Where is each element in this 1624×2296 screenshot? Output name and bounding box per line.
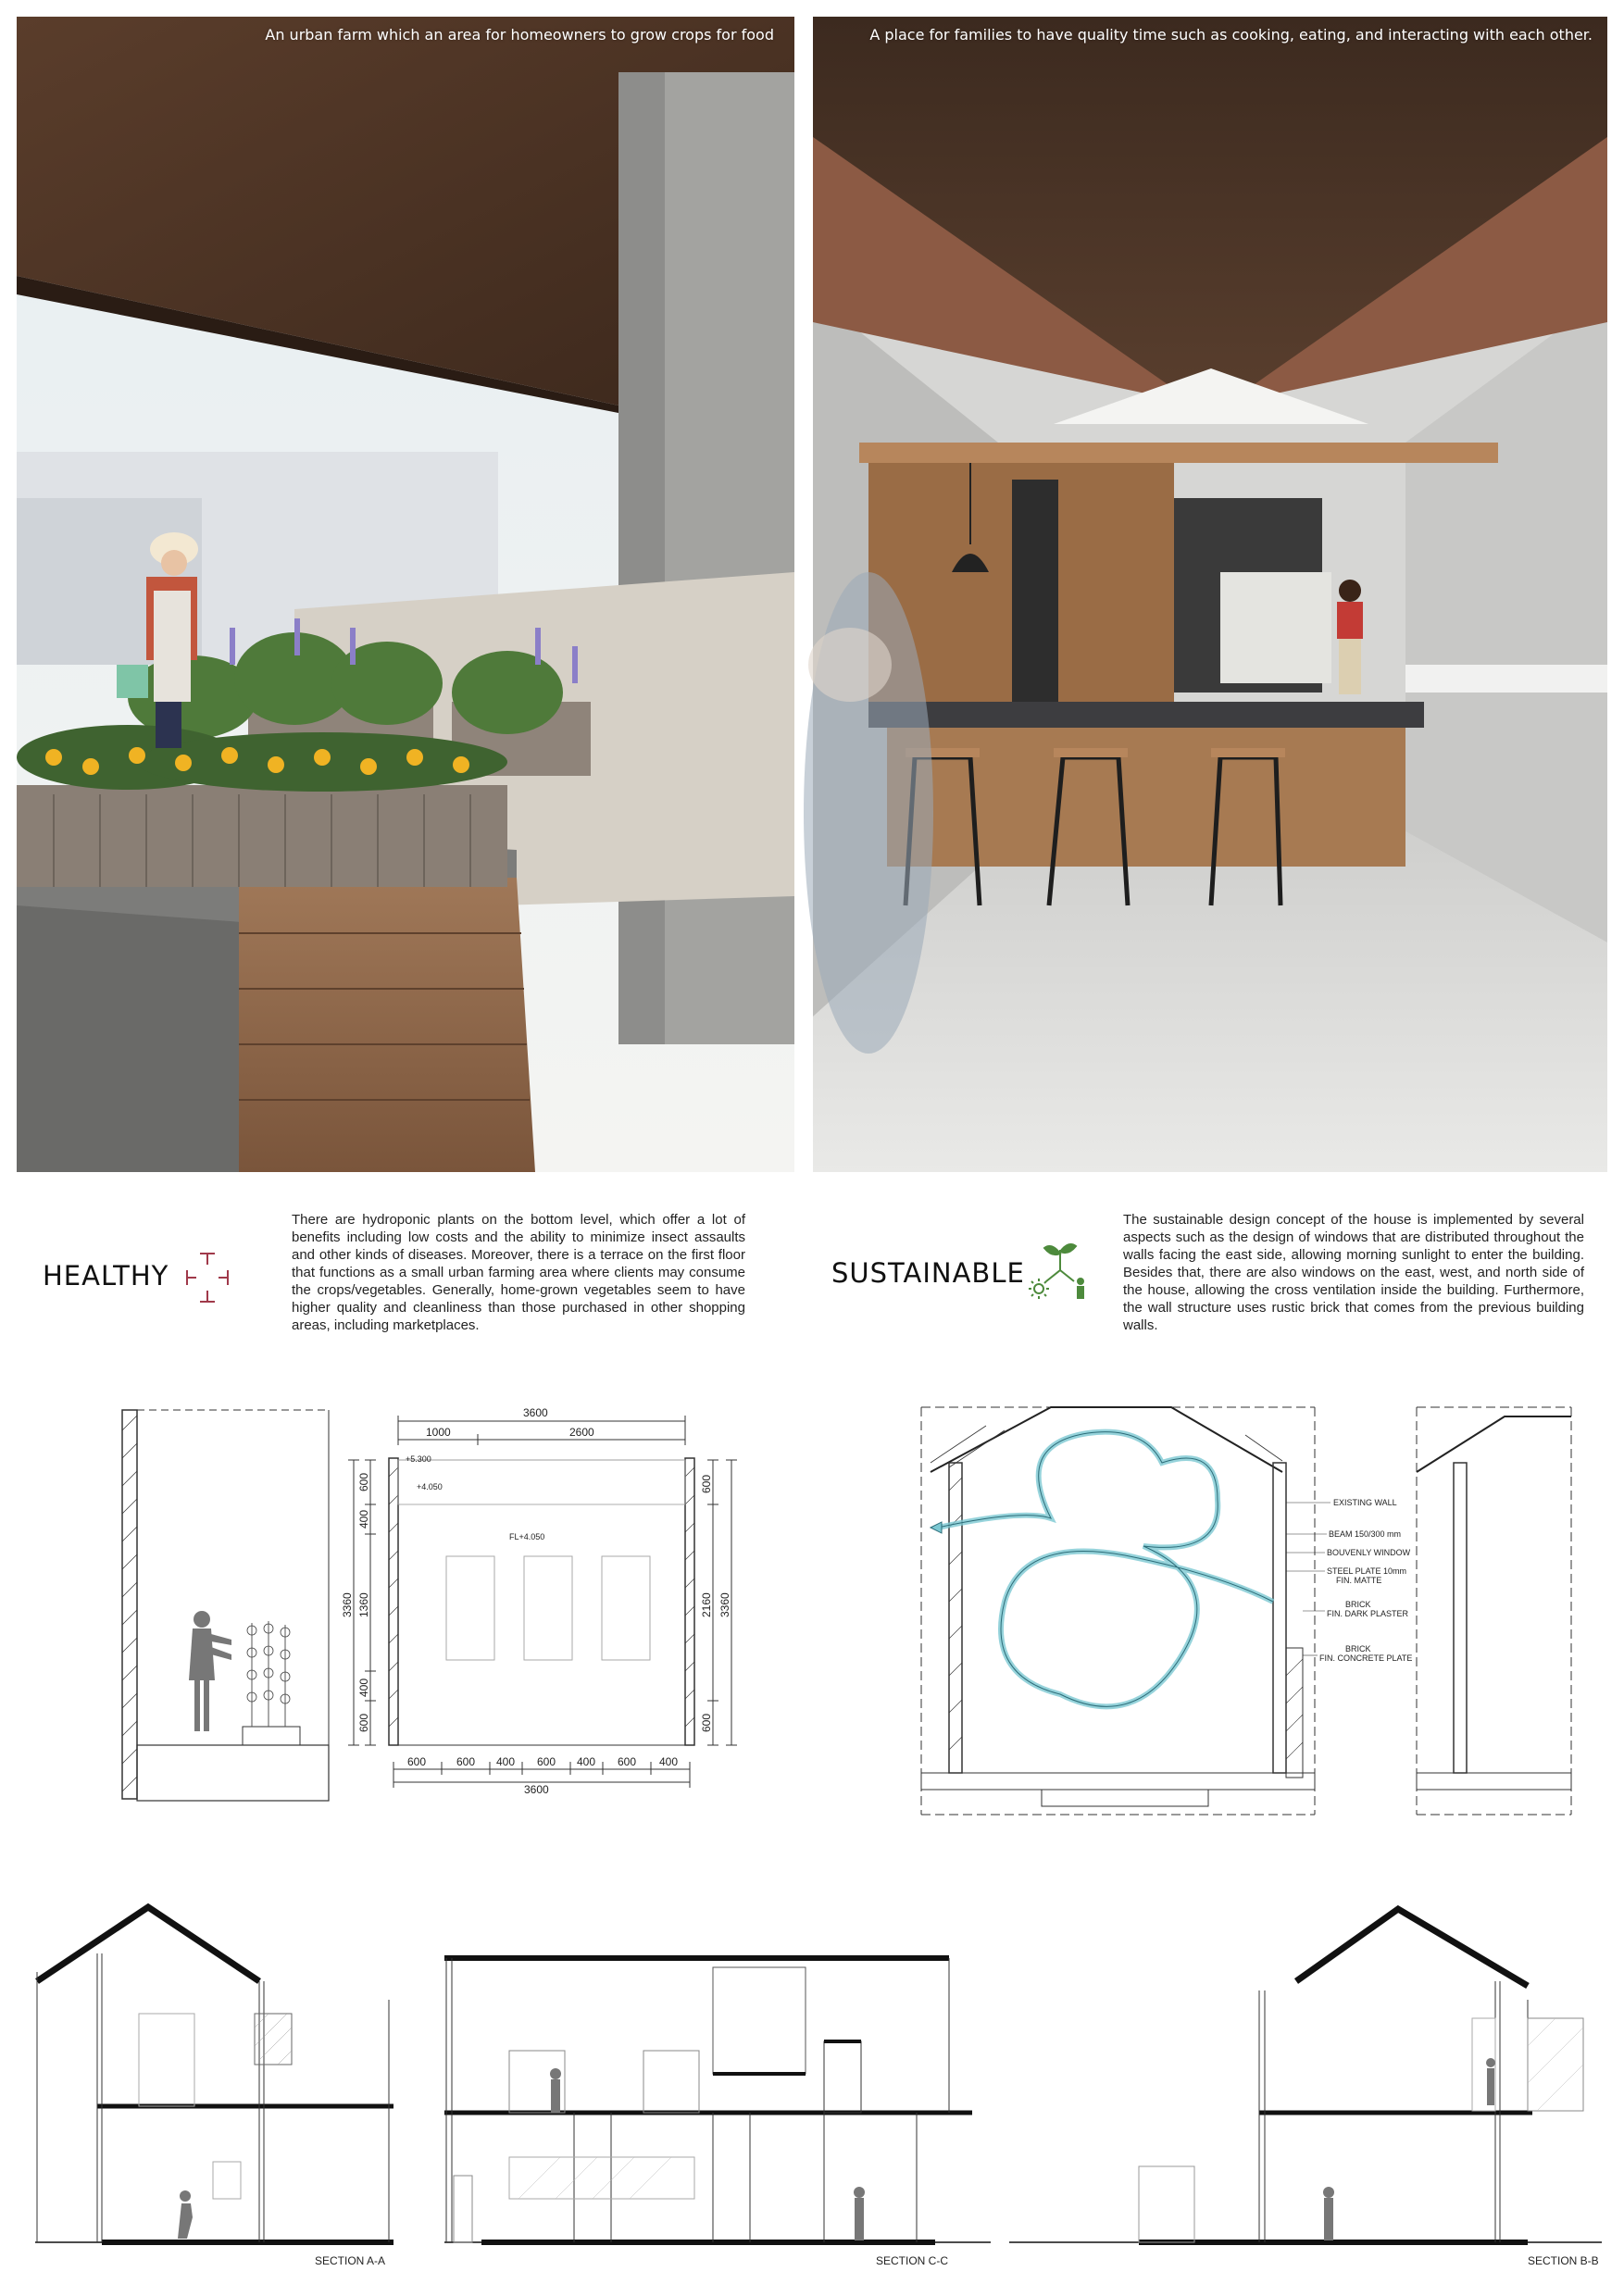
cross-icon xyxy=(183,1246,231,1309)
urban-farm-render xyxy=(17,17,794,1172)
sustainable-text: The sustainable design concept of the house is implemented by several aspects such as the design of windows that are distributed throughout the walls facing the east side, allowing morning sunlight to enter the building. Besides that, there are also windows on the east, west, and north side of the house, allowing the cross ventilation inside the building. Furthermore, the wall structure uses rustic brick that comes from the previous building walls. xyxy=(1123,1212,1584,1333)
vent-label-brick-1: BRICK xyxy=(1345,1600,1371,1609)
sustainable-title: SUSTAINABLE xyxy=(831,1257,1025,1289)
section-b-b-label: SECTION B-B xyxy=(1528,2254,1599,2267)
ventilation-svg xyxy=(912,1398,1579,1824)
dim-right-total: 3360 xyxy=(718,1592,731,1617)
vent-label-brick-2: BRICK xyxy=(1345,1644,1371,1653)
section-b-b-drawing xyxy=(1009,1898,1611,2277)
farm-caption: An urban farm which an area for homeowners to grow crops for food xyxy=(265,26,774,44)
dim-bottom-7: 400 xyxy=(659,1755,679,1768)
dim-left-5: 600 xyxy=(357,1713,370,1732)
kitchen-render xyxy=(813,17,1607,1172)
dim-left-1: 600 xyxy=(357,1472,370,1491)
dim-bottom-3: 400 xyxy=(496,1755,516,1768)
elevation-dimension-drawing xyxy=(343,1403,741,1810)
vent-label-bouvenly: BOUVENLY WINDOW xyxy=(1327,1548,1411,1557)
dim-right-2: 2160 xyxy=(700,1592,713,1617)
vent-label-beam: BEAM 150/300 mm xyxy=(1329,1529,1402,1539)
dim-bottom-1: 600 xyxy=(407,1755,427,1768)
vent-label-fin-concrete: FIN. CONCRETE PLATE xyxy=(1319,1653,1413,1663)
vent-label-existing-wall: EXISTING WALL xyxy=(1333,1498,1397,1507)
sprout-sun-person-icon xyxy=(1028,1233,1093,1307)
dim-left-2: 400 xyxy=(357,1509,370,1529)
hydroponic-section-drawing xyxy=(83,1403,343,1801)
dim-right-1: 600 xyxy=(700,1474,713,1493)
vent-label-fin-dark: FIN. DARK PLASTER xyxy=(1327,1609,1409,1618)
dim-right-3: 600 xyxy=(700,1713,713,1732)
vent-label-steel-plate: STEEL PLATE 10mm xyxy=(1327,1566,1407,1576)
dim-bottom-4: 600 xyxy=(537,1755,556,1768)
kitchen-caption: A place for families to have quality time such as cooking, eating, and interacting with each other. xyxy=(869,26,1593,44)
section-a-a-drawing xyxy=(28,1898,398,2277)
dim-bottom-2: 600 xyxy=(456,1755,476,1768)
section-a-a-label: SECTION A-A xyxy=(315,2254,386,2267)
dim-bottom-6: 600 xyxy=(618,1755,637,1768)
dim-bottom-5: 400 xyxy=(577,1755,596,1768)
level-label-roof: +5.300 xyxy=(406,1454,431,1464)
level-label-floor: +4.050 xyxy=(417,1482,443,1491)
dim-bottom-total: 3600 xyxy=(524,1783,549,1796)
dim-left-4: 400 xyxy=(357,1678,370,1697)
elevation-svg xyxy=(343,1403,741,1810)
dim-left-3: 1360 xyxy=(357,1592,370,1617)
section-a-a-svg xyxy=(28,1898,398,2277)
vent-label-fin-matte: FIN. MATTE xyxy=(1336,1576,1382,1585)
healthy-title: HEALTHY xyxy=(43,1260,169,1292)
section-b-b-svg xyxy=(1009,1898,1611,2277)
dim-left-total: 3360 xyxy=(341,1592,354,1617)
dim-top-left: 1000 xyxy=(426,1426,451,1439)
section-c-c-label: SECTION C-C xyxy=(876,2254,948,2267)
ventilation-section-drawing xyxy=(912,1398,1579,1824)
level-label-fl: FL+4.050 xyxy=(509,1532,545,1541)
dim-top-right: 2600 xyxy=(569,1426,594,1439)
section-c-c-svg xyxy=(435,1898,1009,2277)
dim-top-total: 3600 xyxy=(523,1406,548,1419)
kitchen-illustration xyxy=(813,17,1607,1172)
hydroponic-section-svg xyxy=(83,1403,343,1801)
healthy-text: There are hydroponic plants on the bottom level, which offer a lot of benefits including low costs and the ability to minimize insect assaults and other kinds of diseases. Moreover, there is a terrace on the first floor that functions as a small urban farming area where clients may consume the crops/vegetables. Generally, home-grown vegetables seem to have higher quality and cleanliness than those purchased in other shopping areas, including marketplaces. xyxy=(292,1212,745,1333)
urban-farm-illustration xyxy=(17,17,794,1172)
section-c-c-drawing xyxy=(435,1898,1009,2277)
